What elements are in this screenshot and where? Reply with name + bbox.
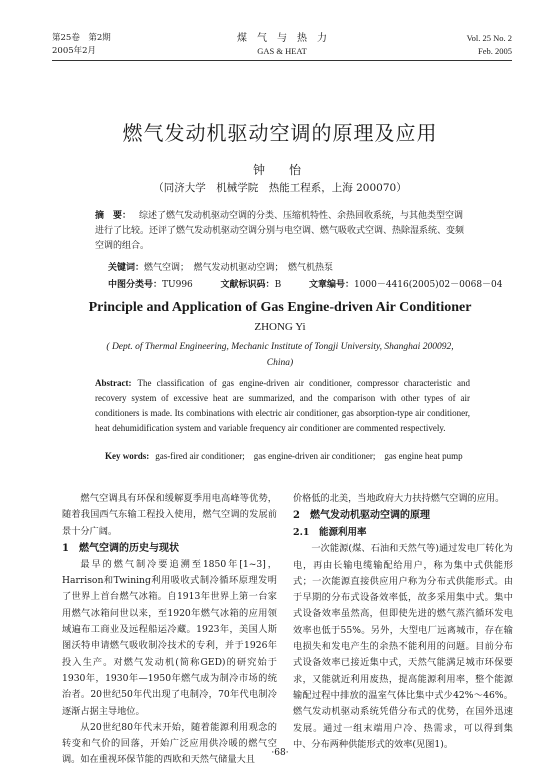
clc-label: 中图分类号： bbox=[108, 280, 163, 290]
keywords-cn-text: 燃气空调； 燃气发动机驱动空调； 燃气机热泵 bbox=[144, 263, 334, 273]
paper-title-en: Principle and Application of Gas Engine-driven Air Conditioner bbox=[88, 300, 472, 315]
abstract-cn-text: 综述了燃气发动机驱动空调的分类、压缩机特性、余热回收系统，与其他类型空调进行了比较。还评了燃气发动机驱动空调分别与电空调、燃气吸收式空调、热除湿系统、变频空调的组合。 bbox=[95, 211, 465, 251]
abstract-cn bbox=[95, 209, 470, 254]
doc-code-value: B bbox=[274, 280, 282, 290]
intro-paragraph: 燃气空调具有环保和缓解夏季用电高峰等优势，随着我国西气东输工程投入使用，燃气空调的发展前景十分广阔。 bbox=[62, 493, 277, 537]
running-header bbox=[52, 32, 512, 62]
section-2-1-heading: 2.1 能源利用率 bbox=[293, 527, 367, 539]
body-column-left bbox=[62, 491, 277, 769]
affiliation-cn: （同济大学 机械学院 热能工程系，上海 200070） bbox=[153, 182, 407, 194]
section-1-paragraph-1: 最早的燃气制冷要追溯至1850年[1~3]，Harrison和Twining利用吸收式制冷循环原理发明了世界上首台燃气冰箱。自1913年世界上第一台家用燃气冰箱问世以来，至1920年燃气冰箱的应用领域遍布工商业及远程船运冷藏。1923年，美国人斯图沃特申请燃气吸收制冷技术的专利，并于1926年投入生产。对燃气发动机(简称GED)的研究始于1930年，1930年—1950年燃气成为制冷市场的统治者。20世纪50年代出现了电制冷，70年代电制冷逐渐占据主导地位。 bbox=[62, 558, 277, 717]
volume-cn: 第25卷 第2期 bbox=[52, 33, 111, 43]
keywords-en bbox=[105, 449, 500, 462]
section-1-heading: 1 燃气空调的历史与现状 bbox=[62, 542, 179, 554]
abstract-en-text: The classification of gas engine-driven air conditioner, compressor characteristic and recovery system of excessive heat are summarized, and the comparison with other types of air conditioners is made. Its combinations with electric air conditioner, gas absorption-type air conditioner, heat dehumidification system and variable frequency air conditioner are commented respectively. bbox=[95, 378, 470, 433]
volume-en: Vol. 25 No. 2 bbox=[466, 33, 512, 43]
article-no-label: 文章编号： bbox=[308, 280, 354, 290]
keywords-cn bbox=[108, 260, 333, 273]
affiliation-en: ( Dept. of Thermal Engineering, Mechanic Institute of Tongji University, Shanghai 200092, China) bbox=[106, 342, 454, 368]
abstract-en-label: Abstract: bbox=[95, 378, 132, 388]
page-number: ·68· bbox=[271, 748, 289, 758]
section-1-paragraph-2: 从20世纪80年代末开始，随着能源利用观念的转变和气价的回落，开始广泛应用供冷暖的燃气空调。如在重视环保节能的西欧和天然气储量大且 bbox=[62, 721, 277, 766]
date-en: Feb. 2005 bbox=[478, 46, 512, 56]
author-en: ZHONG Yi bbox=[254, 321, 306, 333]
classification-line bbox=[108, 277, 503, 290]
doc-code-label: 文献标识码： bbox=[220, 280, 275, 290]
paper-title-cn: 燃气发动机驱动空调的原理及应用 bbox=[122, 121, 438, 145]
date-cn: 2005年2月 bbox=[52, 46, 97, 56]
abstract-en bbox=[95, 376, 470, 436]
keywords-en-text: gas-fired air conditioner; gas engine-driven air conditioner; gas engine heat pump bbox=[155, 451, 463, 461]
header-rule bbox=[52, 60, 512, 61]
abstract-cn-label: 摘 要： bbox=[95, 211, 132, 221]
keywords-cn-label: 关键词： bbox=[108, 263, 145, 273]
journal-cn: 煤 气 与 热 力 bbox=[237, 33, 327, 44]
clc-value: TU996 bbox=[162, 280, 193, 290]
section-2-1-paragraph: 一次能源(煤、石油和天然气等)通过发电厂转化为电，再由长输电缆输配给用户，称为集中式供能形式；一次能源直接供应用户称为分布式供能形式。由于早期的分布式设备效率低，故多采用集中式。集中式设备效率虽然高，但即使先进的燃气蒸汽循环发电效率也低于55%。另外，大型电厂远离城市，存在输电损失和发电产生的余热不能利用的问题。目前分布式设备效率已接近集中式，天然气能满足城市环保要求，又能就近利用废热，提高能源利用率，整个能源输配过程中排放的温室气体比集中式少42%～46%。燃气发动机驱动系统凭借分布式的优势，在国外迅速发展。通过一组末端用户冷、热需求，可以得到集中、分布两种供能形式的效率(见图1)。 bbox=[293, 543, 513, 750]
section-2-heading: 2 燃气发动机驱动空调的原理 bbox=[293, 510, 430, 522]
article-no-value: 1000－4416(2005)02－0068－04 bbox=[353, 280, 503, 290]
journal-en: GAS & HEAT bbox=[257, 46, 307, 56]
continued-paragraph: 价格低的北美，当地政府大力扶持燃气空调的应用。 bbox=[293, 493, 505, 504]
body-column-right bbox=[293, 491, 513, 753]
author-cn: 钟 怡 bbox=[252, 163, 307, 177]
keywords-en-label: Key words: bbox=[105, 451, 150, 461]
header-center bbox=[52, 32, 512, 58]
header-right bbox=[467, 32, 512, 58]
